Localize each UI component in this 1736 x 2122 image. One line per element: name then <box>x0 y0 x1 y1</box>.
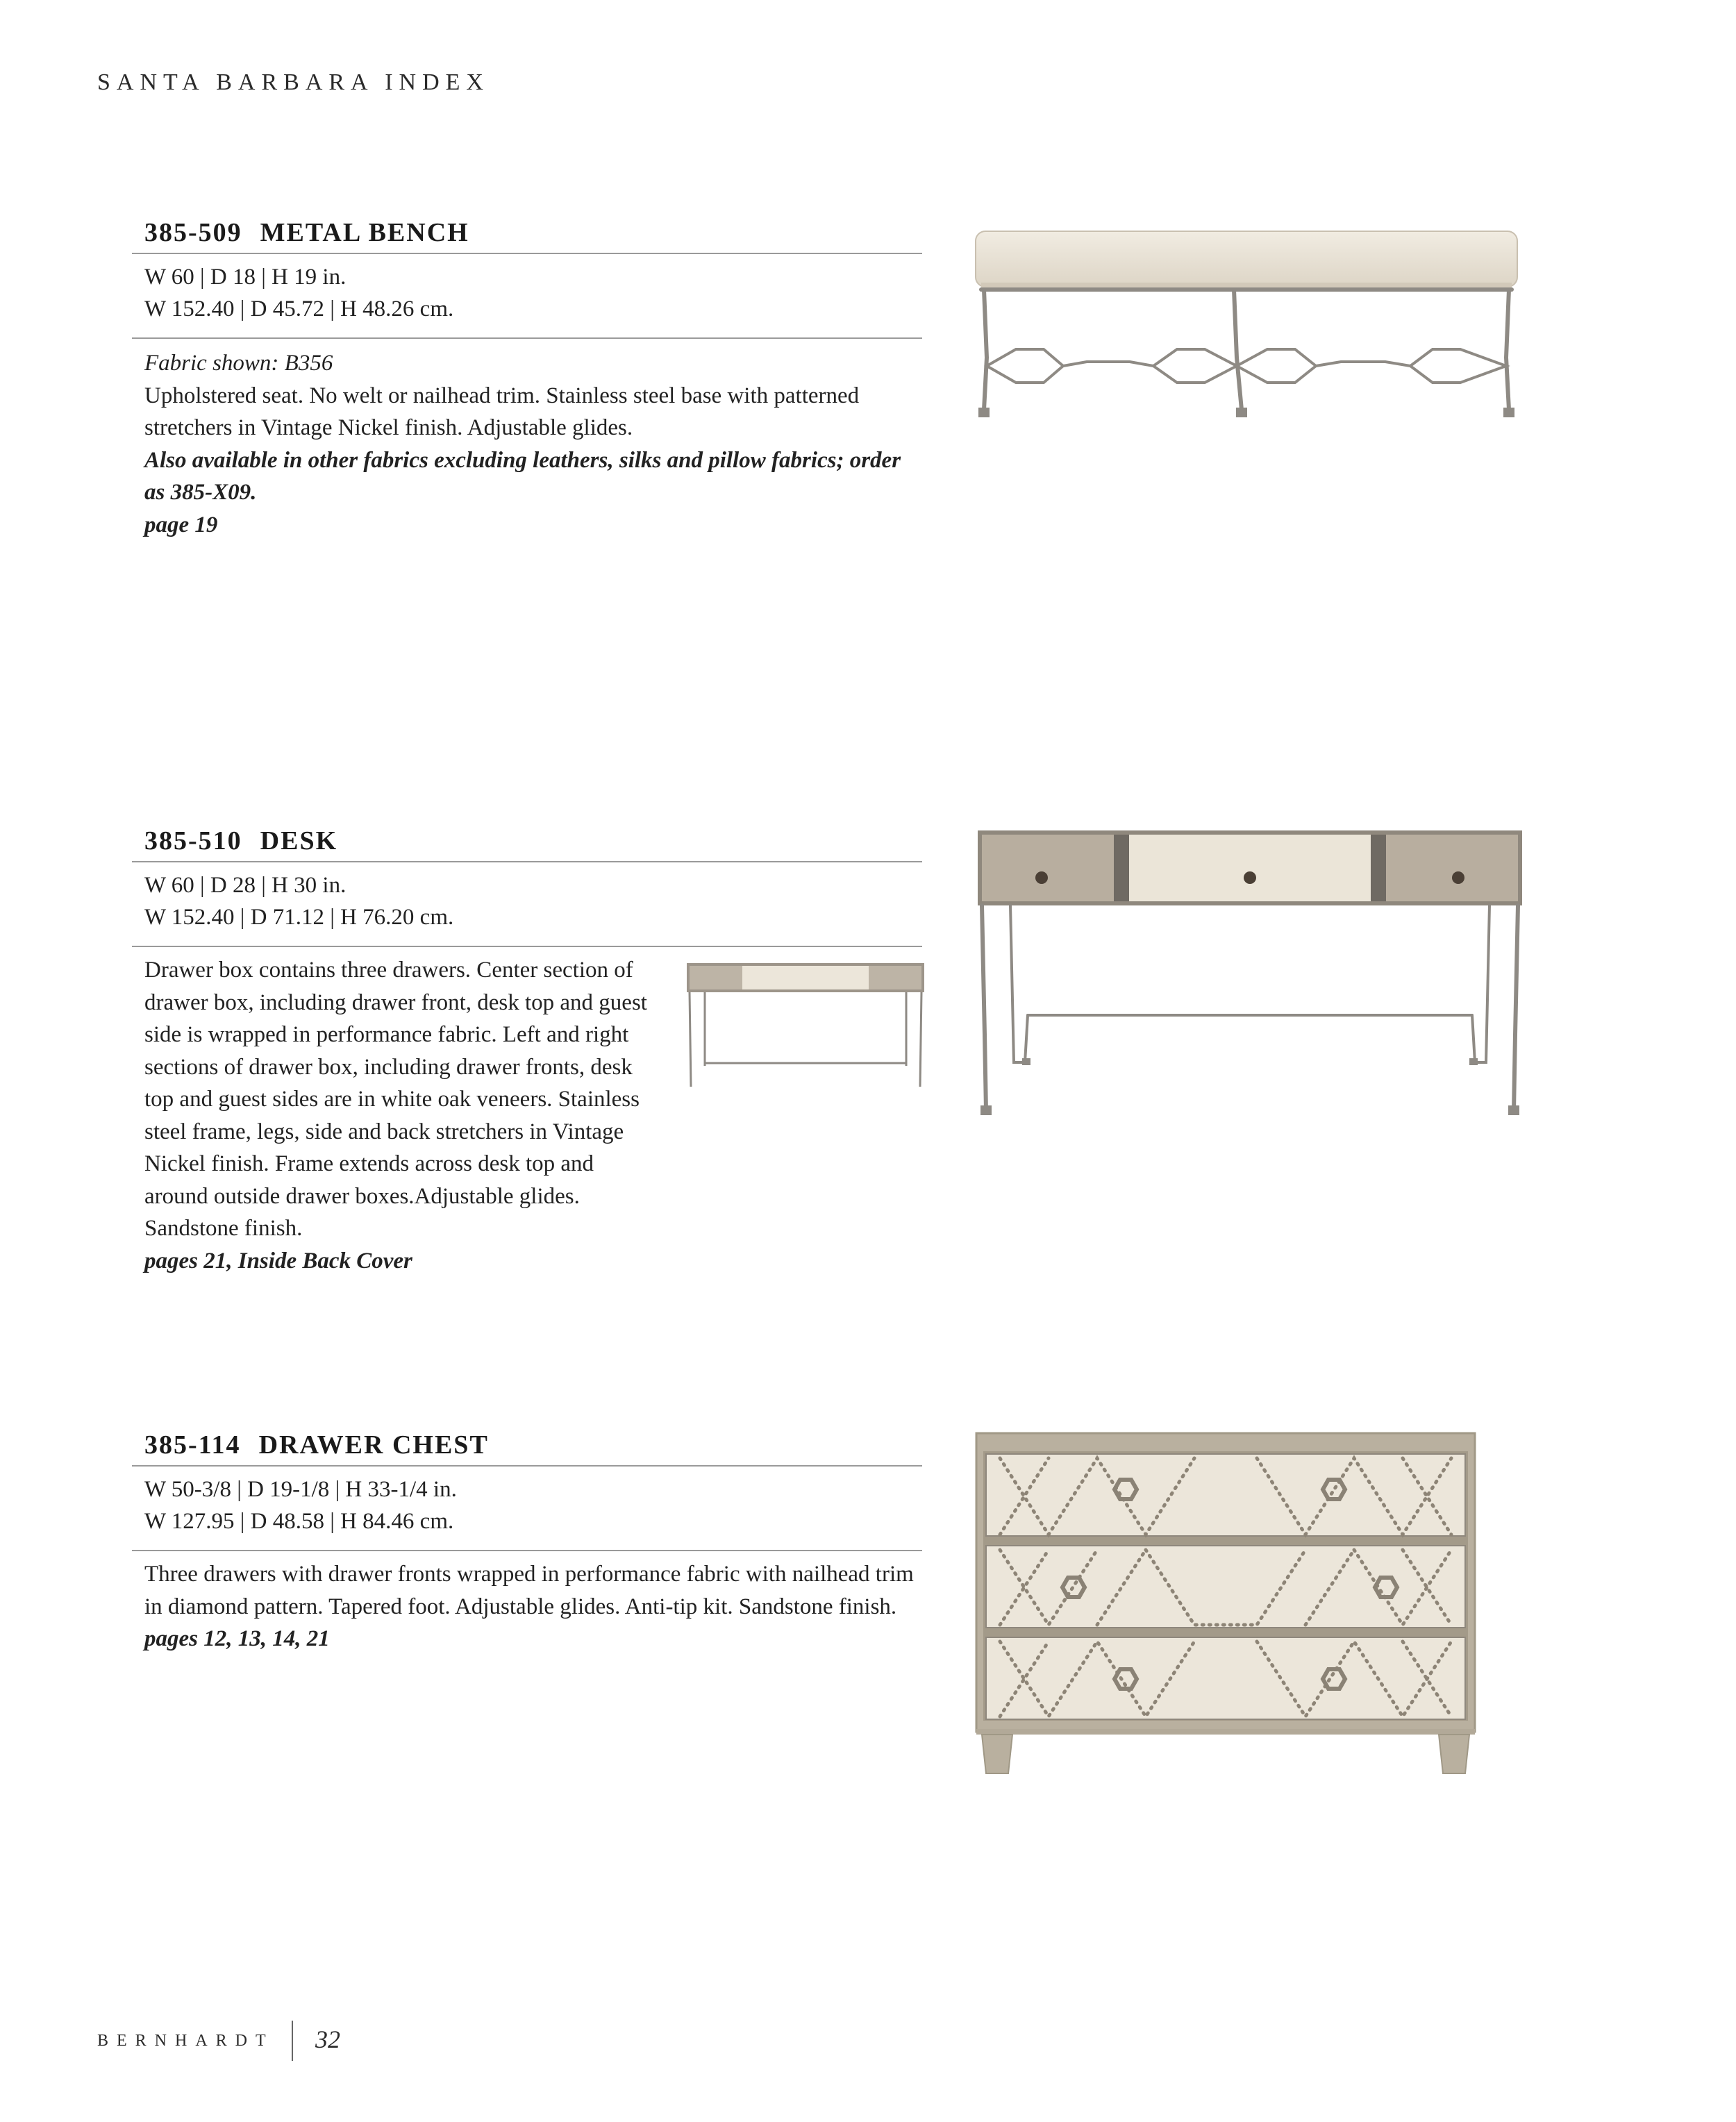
fabric-shown: Fabric shown: B356 <box>144 351 333 376</box>
dimensions-cm: W 152.40 | D 71.12 | H 76.20 cm. <box>144 905 454 930</box>
product-title-metal-bench <box>144 215 922 250</box>
product-description: Upholstered seat. No welt or nailhead trim. Stainless steel base with patterned stretchers in Vintage Nickel finish. Adjustable glides. <box>144 383 860 440</box>
product-description-block <box>144 1558 922 1655</box>
page-reference: page 19 <box>144 512 218 537</box>
divider <box>132 946 922 947</box>
product-code: 385-509 <box>144 218 242 247</box>
page-reference: pages 12, 13, 14, 21 <box>144 1626 330 1651</box>
dimensions-cm: W 127.95 | D 48.58 | H 84.46 cm. <box>144 1509 454 1534</box>
product-title-drawer-chest <box>144 1428 922 1462</box>
product-description-block <box>144 954 658 1277</box>
drawer-chest-image <box>972 1430 1479 1778</box>
divider <box>132 337 922 339</box>
product-code: 385-510 <box>144 826 242 855</box>
product-dimensions <box>144 261 922 325</box>
product-dimensions <box>144 869 922 933</box>
divider <box>132 253 922 254</box>
dimensions-inches: W 60 | D 28 | H 30 in. <box>144 873 347 898</box>
product-name: DRAWER CHEST <box>258 1430 489 1460</box>
divider <box>132 1465 922 1467</box>
desk-front-view-image <box>972 826 1528 1125</box>
dimensions-inches: W 60 | D 18 | H 19 in. <box>144 265 347 290</box>
product-description: Drawer box contains three drawers. Center section of drawer box, including drawer front, desk top and guest side is wrapped in performance fabric. Left and right sections of drawer box, including drawer fronts, desk top and guest sides are in white oak veneers. Stainless steel frame, legs, side and back stretchers in Vintage Nickel finish. Frame extends across desk top and around outside drawer boxes.Adjustable glides. Sandstone finish. <box>144 958 647 1241</box>
divider <box>132 861 922 862</box>
divider <box>132 1550 922 1551</box>
page-number: 32 <box>315 2025 340 2053</box>
dimensions-cm: W 152.40 | D 45.72 | H 48.26 cm. <box>144 296 454 321</box>
product-code: 385-114 <box>144 1430 241 1460</box>
availability-note: Also available in other fabrics excluding leathers, silks and pillow fabrics; order as 385-X09. <box>144 447 901 505</box>
product-description: Three drawers with drawer fronts wrapped in performance fabric with nailhead trim in diamond pattern. Tapered foot. Adjustable glides. Anti-tip kit. Sandstone finish. <box>144 1562 914 1619</box>
footer-separator <box>292 2021 293 2061</box>
product-name: METAL BENCH <box>260 218 469 247</box>
product-dimensions <box>144 1473 922 1537</box>
desk-side-view-image <box>684 962 927 1090</box>
metal-bench-image <box>969 226 1524 427</box>
footer-brand: BERNHARDT <box>97 2032 274 2050</box>
page-header-title: SANTA BARBARA INDEX <box>97 69 490 95</box>
dimensions-inches: W 50-3/8 | D 19-1/8 | H 33-1/4 in. <box>144 1477 457 1502</box>
product-description-block <box>144 347 915 541</box>
product-name: DESK <box>260 826 338 855</box>
product-title-desk <box>144 824 922 858</box>
page-reference: pages 21, Inside Back Cover <box>144 1248 412 1273</box>
